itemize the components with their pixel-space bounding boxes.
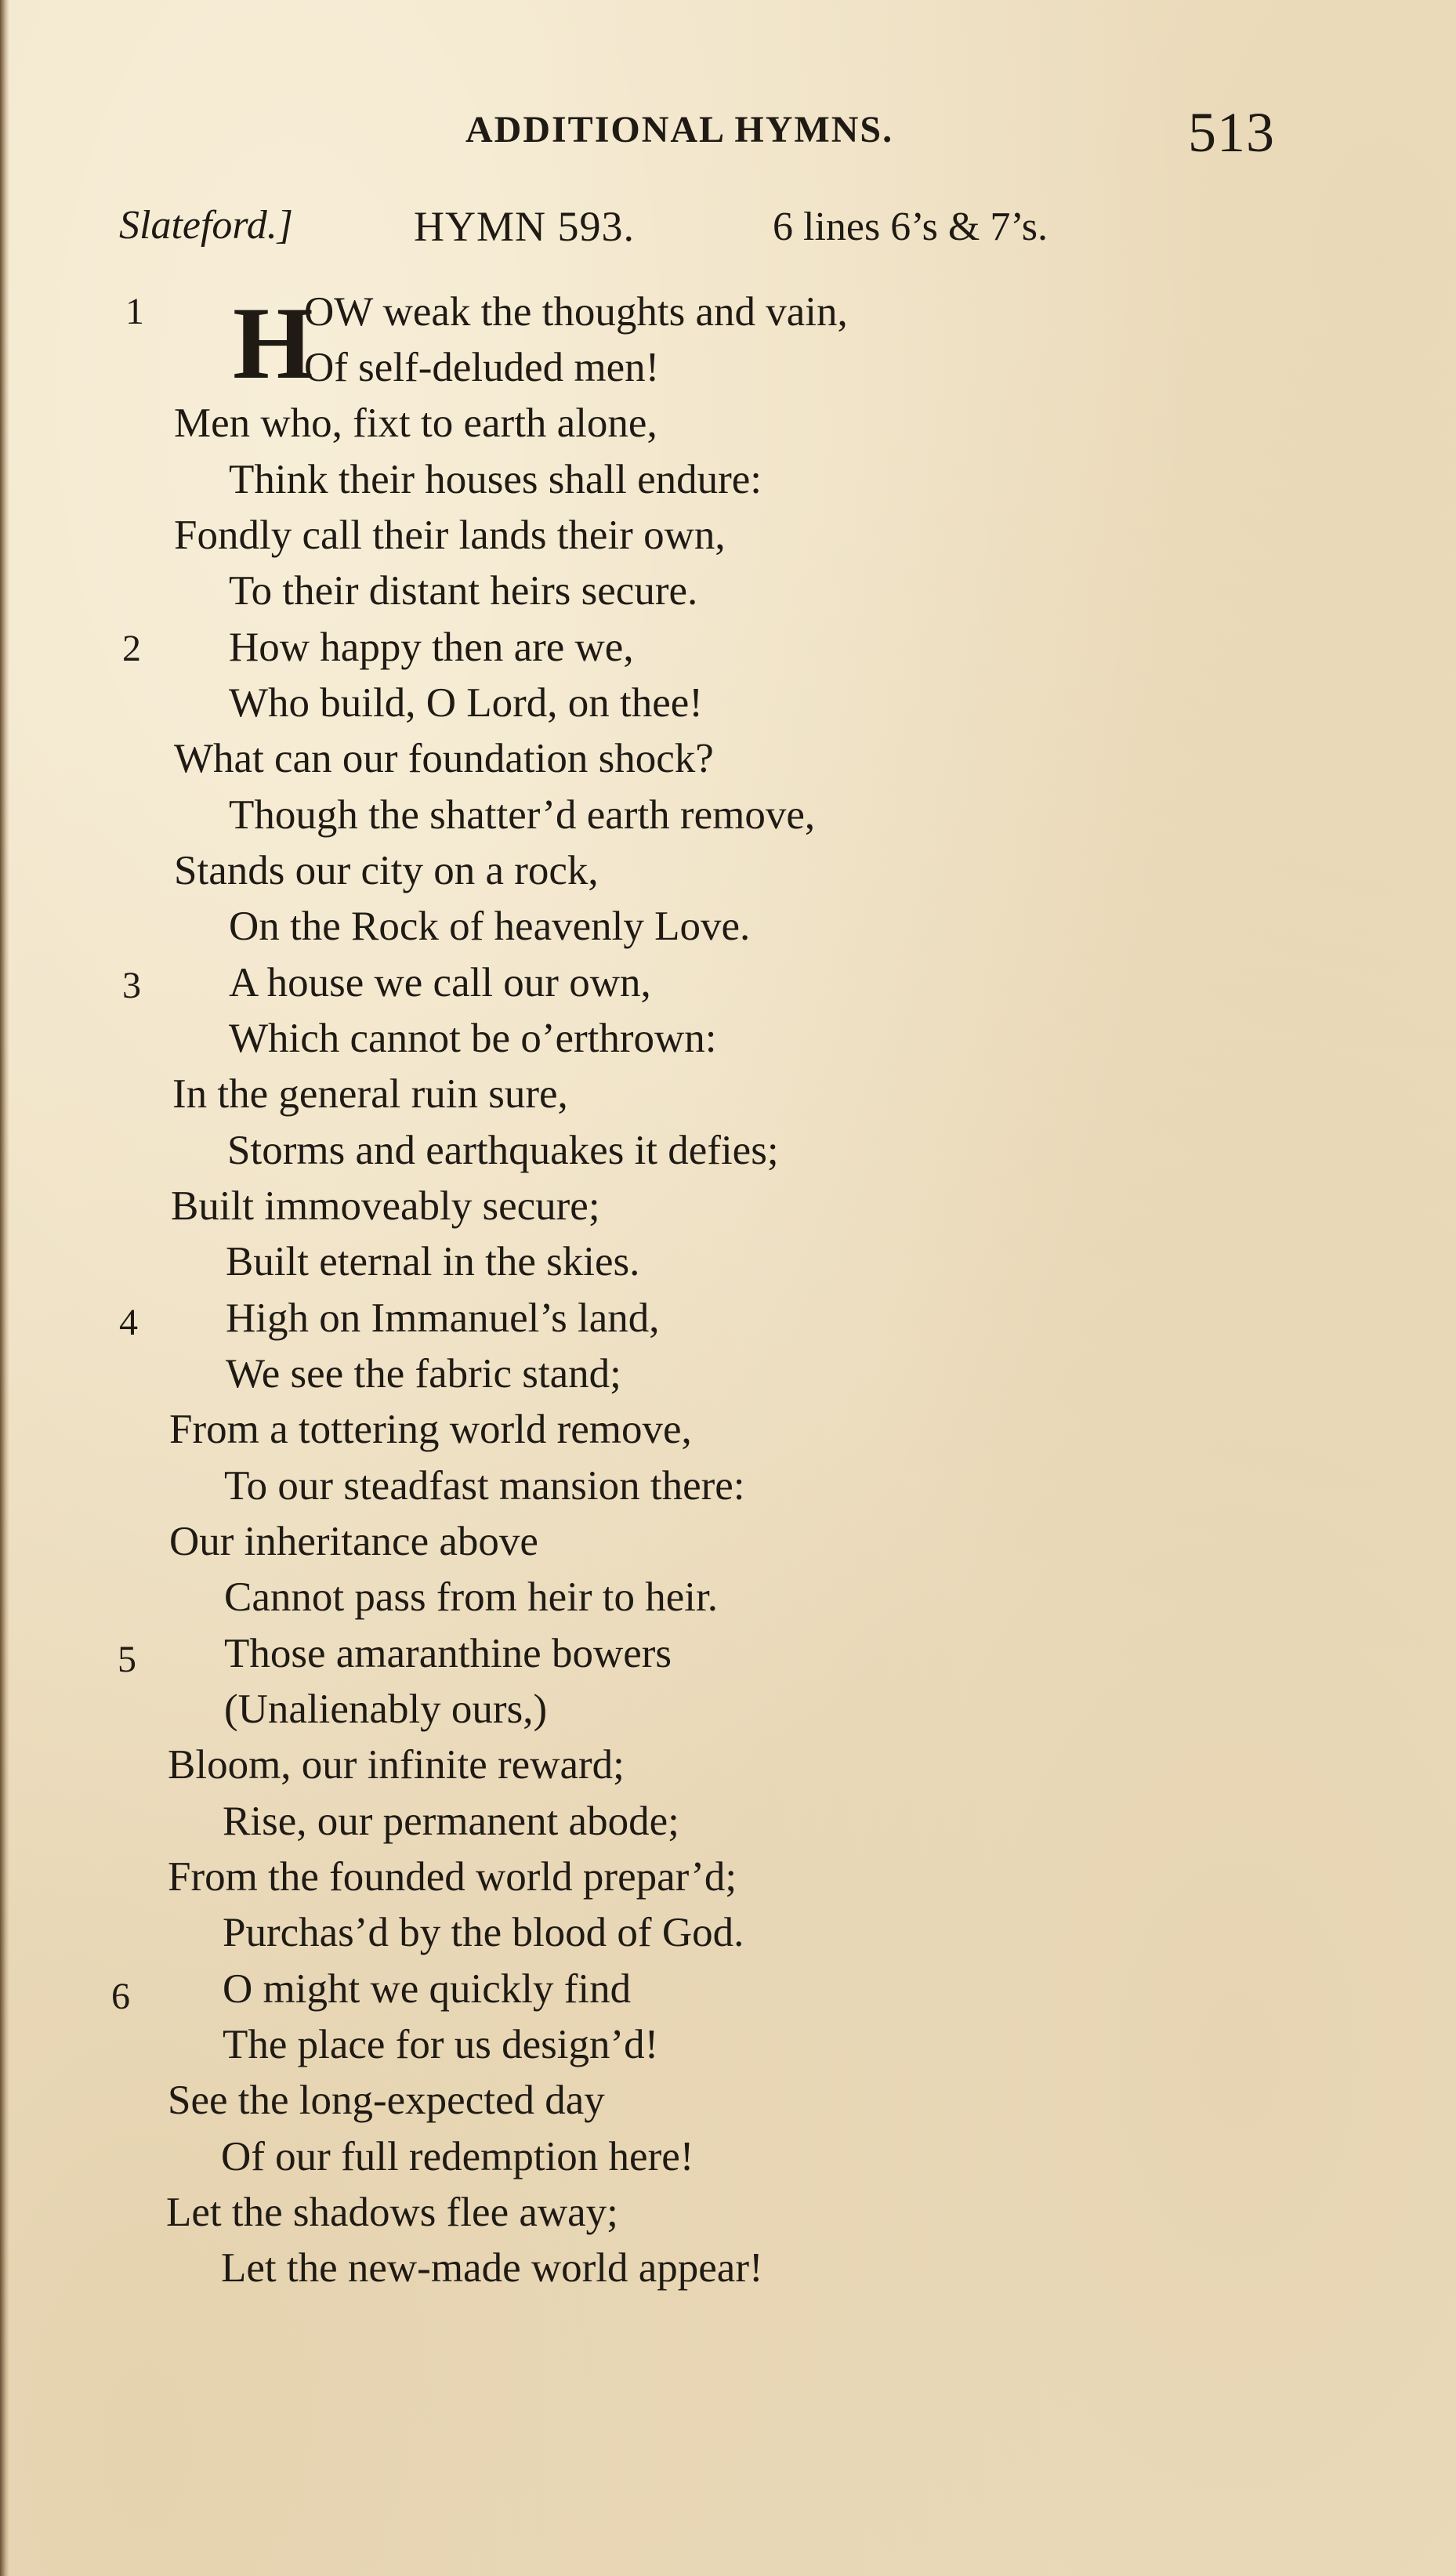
verse-line: Built immoveably secure; (171, 1183, 600, 1229)
page-number: 513 (1188, 101, 1275, 164)
verse-line: Stands our city on a rock, (174, 848, 599, 893)
drop-cap: H (233, 285, 313, 400)
verse-line: Cannot pass from heir to heir. (224, 1574, 718, 1620)
verse-line: See the long-expected day (168, 2078, 605, 2123)
verse-line: Though the shatter’d earth remove, (229, 792, 816, 838)
tune-name: Slateford.] (119, 203, 293, 248)
verse-line: Fondly call their lands their own, (174, 513, 726, 558)
verse-line: To our steadfast mansion there: (224, 1463, 745, 1509)
running-title: ADDITIONAL HYMNS. (465, 109, 894, 150)
verse-line: Which cannot be o’erthrown: (229, 1016, 717, 1061)
verse-line: To their distant heirs secure. (229, 568, 698, 614)
verse-line: Let the shadows flee away; (166, 2190, 618, 2235)
verse-line: Of self-deluded men! (304, 345, 660, 390)
verse-line: A house we call our own, (229, 960, 651, 1005)
verse-line: Bloom, our infinite reward; (168, 1742, 625, 1788)
hymn-heading: HYMN 593. (414, 203, 636, 250)
stanza-number: 1 (125, 291, 144, 332)
verse-line: How happy then are we, (229, 625, 634, 670)
verse-line: Purchas’d by the blood of God. (223, 1910, 744, 1955)
verse-line: On the Rock of heavenly Love. (229, 904, 751, 949)
page-edge-shadow (0, 0, 9, 2576)
verse-line: Let the new-made world appear! (221, 2245, 763, 2291)
stanza-number: 4 (119, 1302, 138, 1343)
verse-line: Those amaranthine bowers (224, 1631, 672, 1676)
stanza-number: 5 (118, 1639, 136, 1680)
verse-line: (Unalienably ours,) (224, 1687, 548, 1732)
verse-line: OW weak the thoughts and vain, (304, 289, 848, 335)
verse-line: Storms and earthquakes it defies; (227, 1128, 779, 1173)
verse-line: Who build, O Lord, on thee! (229, 680, 703, 726)
verse-line: Think their houses shall endure: (229, 457, 762, 502)
verse-line: Rise, our permanent abode; (223, 1799, 679, 1844)
verse-line: In the general ruin sure, (172, 1071, 568, 1117)
hymn-meter: 6 lines 6’s & 7’s. (773, 205, 1049, 249)
verse-line: The place for us design’d! (223, 2022, 659, 2067)
verse-line: Built eternal in the skies. (226, 1239, 640, 1284)
verse-line: Men who, fixt to earth alone, (174, 400, 657, 446)
verse-line: From a tottering world remove, (169, 1407, 692, 1452)
stanza-number: 3 (122, 965, 141, 1006)
verse-line: High on Immanuel’s land, (226, 1295, 660, 1341)
verse-line: From the founded world prepar’d; (168, 1854, 737, 1900)
verse-line: Of our full redemption here! (221, 2134, 694, 2179)
stanza-number: 6 (111, 1976, 130, 2017)
verse-line: We see the fabric stand; (226, 1351, 621, 1397)
verse-line: What can our foundation shock? (174, 736, 714, 781)
verse-line: Our inheritance above (169, 1519, 538, 1564)
stanza-number: 2 (122, 628, 141, 669)
verse-line: O might we quickly find (223, 1966, 632, 2012)
